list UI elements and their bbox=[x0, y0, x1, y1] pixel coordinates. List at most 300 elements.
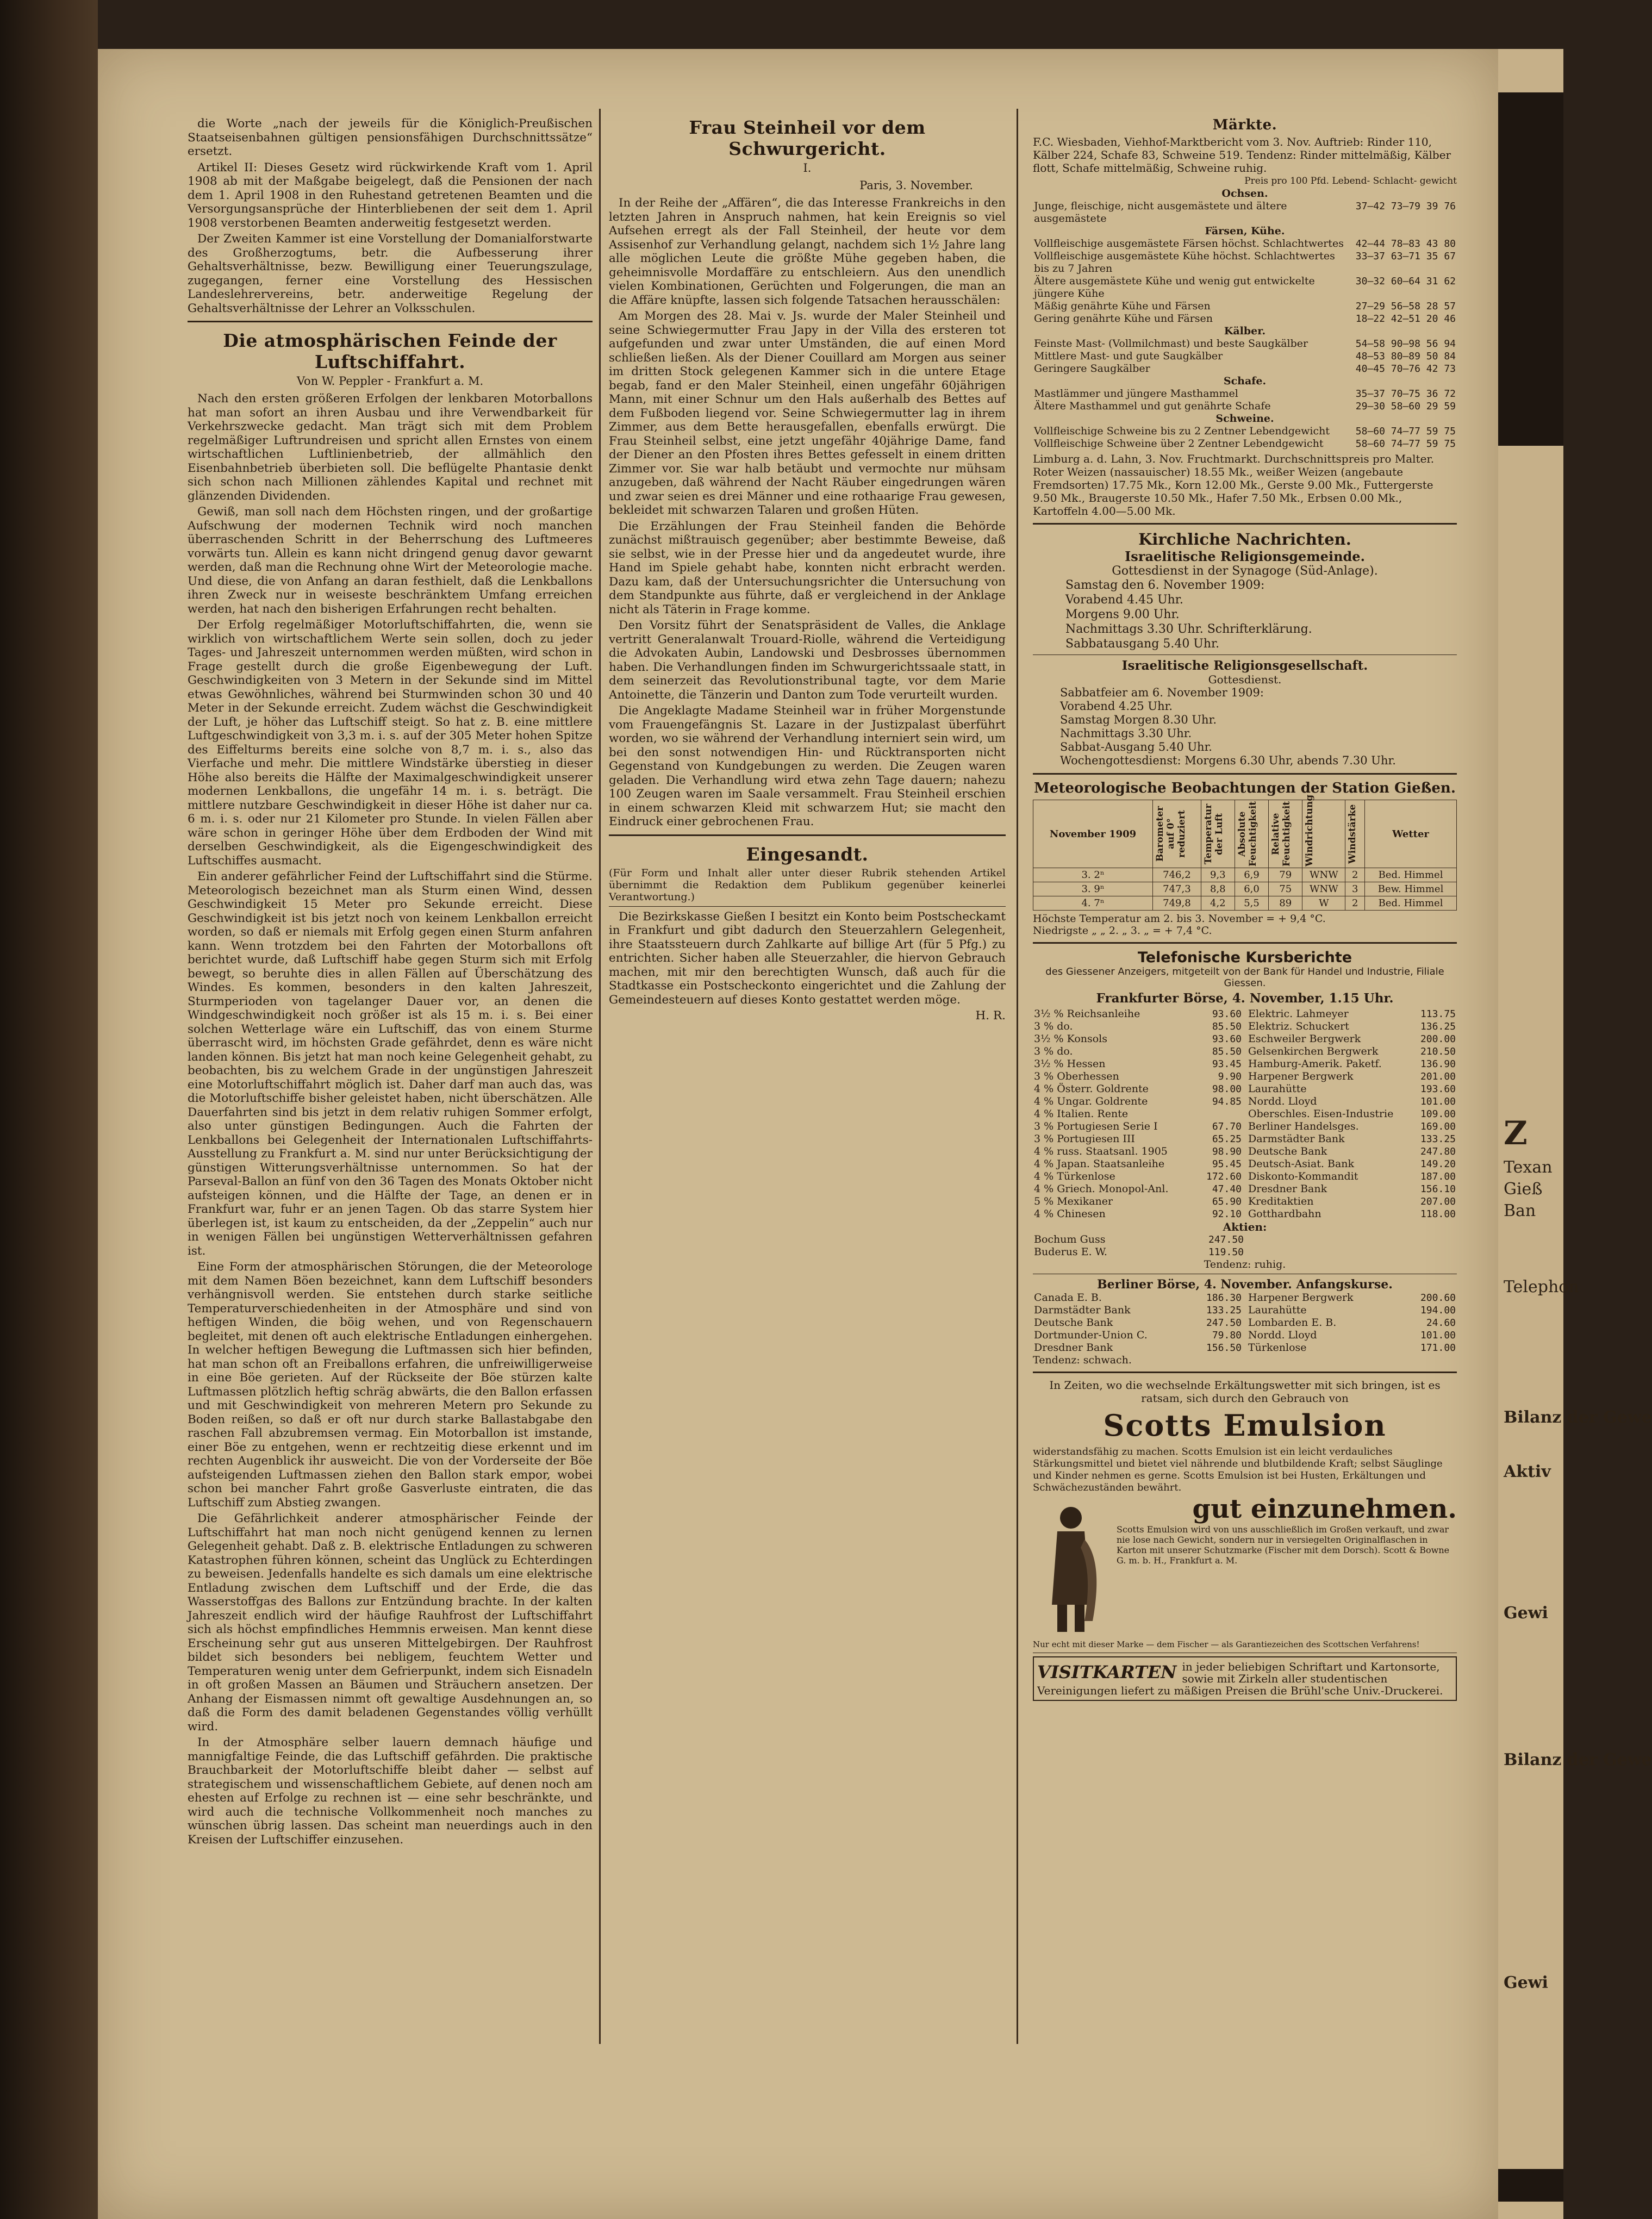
quote-row bbox=[1247, 1195, 1457, 1208]
meteo-cell: Bew. Himmel bbox=[1365, 882, 1457, 896]
quote-value: 93.60 bbox=[1212, 1008, 1242, 1020]
israel-gemeinde-sub: Gottesdienst in der Synagoge (Süd-Anlage). bbox=[1112, 564, 1378, 578]
quote-row bbox=[1247, 1058, 1457, 1070]
article-paragraph: Der Erfolg regelmäßiger Motorluftschiffahrten, die, wenn sie wirklich von wirtschaftlichem Werte sein sollen, doch zu jeder Tages- und Jahreszeit unternommen werden müßten, wird schon in Frage gestellt durch die große Eigenbewegung der Luft. Geschwindigkeiten von 3 Metern in der Sekunde sind im Mittel etwas Gewöhnliches, während bei Sturmwinden schon 30 und 40 Meter in der Sekunde erreicht. Zudem wächst die Geschwindigkeit der Luft, je höher das Luftschiff steigt. So hat z. B. eine mittlere Luftgeschwindigkeit von 3,3 m. i. s. auf der 305 Meter hohen Spitze des Eiffelturms bereits eine solche von 8,7 m. i. s., also das Vierfache und mehr. Die mittlere Windstärke überstieg in dieser Höhe also bereits die Hälfte der Maximalgeschwindigkeit unserer modernen Lenkballons, die ungefähr 14 m. i. s. beträgt. Die mittlere nutzbare Geschwindigkeit in dieser Höhe ist daher nur ca. 6 m. i. s. oder nur 21 Kilometer pro Stunde. In vielen Fällen aber wäre schon in geringer Höhe über dem Erdboden der Wind mit derselben Geschwindigkeit, als die Eigengeschwindigkeit des Luftschiffes ausmacht. bbox=[188, 618, 593, 868]
quote-row bbox=[1247, 1045, 1457, 1058]
meteo-cell: 6,0 bbox=[1235, 882, 1268, 896]
quote-name: Laurahütte bbox=[1248, 1304, 1307, 1316]
quote-name: Dresdner Bank bbox=[1034, 1342, 1113, 1354]
column-rule-1 bbox=[599, 109, 601, 2044]
israel-gemeinde-times bbox=[1033, 578, 1457, 651]
market-label: Geringere Saugkälber bbox=[1034, 363, 1150, 375]
quote-row bbox=[1247, 1070, 1457, 1083]
quote-row bbox=[1247, 1170, 1457, 1183]
market-values: 29—30 58—60 29 59 bbox=[1355, 401, 1456, 412]
article-paragraph: Gewiß, man soll nach dem Höchsten ringen, und der großartige Aufschwung der modernen Technik wird noch manchen überraschenden Schritt in der Beherrschung des Luftmeeres vorwärts tun. Allein es kann nicht dringend genug davor gewarnt werden, daß man die Rechnung ohne Wirt der Meteorologie mache. Und diese, die von Anfang an daran festhielt, daß die Lenkballons ihren Zweck nur in weiseste beschränktem Umfang erreichen werden, hat nach den bisherigen Erfahrungen recht behalten. bbox=[188, 505, 593, 616]
quote-value: 92.10 bbox=[1212, 1208, 1242, 1220]
market-values: 27—29 56—58 28 57 bbox=[1355, 301, 1456, 312]
eingesandt-title: Eingesandt. bbox=[746, 843, 869, 865]
quote-value: 186.30 bbox=[1206, 1292, 1242, 1304]
meteo-header: Absolute Feuchtigkeit bbox=[1235, 800, 1268, 868]
quote-name: Elektric. Lahmeyer bbox=[1248, 1008, 1349, 1020]
quote-value: 98.90 bbox=[1212, 1146, 1242, 1157]
quote-value: 133.25 bbox=[1420, 1133, 1456, 1145]
berlin-title: Berliner Börse, 4. November. Anfangskurse. bbox=[1097, 1277, 1393, 1292]
article-byline: Von W. Peppler - Frankfurt a. M. bbox=[296, 375, 484, 388]
israel-gemeinde-title: Israelitische Religionsgemeinde. bbox=[1125, 548, 1365, 564]
market-row bbox=[1033, 413, 1457, 425]
quote-name: 4 % Österr. Goldrente bbox=[1034, 1083, 1149, 1095]
article-paragraph: Die Erzählungen der Frau Steinheil fanden die Behörde zunächst mißtrauisch gegenüber; aber bestimmte Beweise, daß sie selbst, wie in der Presse hier und da angedeutet wurde, ihre Hand im Spiele gehabt habe, konnten nicht erbracht werden. Dazu kam, daß der Untersuchungsrichter die Untersuchung von dem Standpunkte aus führte, daß er vergleichend in der Anklage nicht als Täterin in Frage komme. bbox=[609, 519, 1006, 616]
meteo-table bbox=[1033, 794, 1457, 911]
market-row bbox=[1033, 350, 1457, 363]
quote-name: Diskonto-Kommandit bbox=[1248, 1170, 1358, 1182]
column-left bbox=[188, 117, 593, 2047]
market-values: 58—60 74—77 59 75 bbox=[1355, 438, 1456, 450]
quote-value: 156.10 bbox=[1420, 1183, 1456, 1195]
quote-value: 171.00 bbox=[1420, 1342, 1456, 1354]
quote-name: Dresdner Bank bbox=[1248, 1183, 1327, 1195]
meteo-cell: Bed. Himmel bbox=[1365, 896, 1457, 911]
intro-paragraph: Artikel II: Dieses Gesetz wird rückwirkende Kraft vom 1. April 1908 ab mit der Maßgabe beigelegt, daß die Pensionen der nach dem 1. April 1908 in den Ruhestand getretenen Beamten und die Versorgungsansprüche der Hinterbliebenen der seit dem 1. April 1908 verstorbenen Beamten anderweitig festgesetzt werden. bbox=[188, 160, 593, 230]
meteo-cell: 9,3 bbox=[1201, 868, 1235, 882]
quote-row bbox=[1247, 1342, 1457, 1354]
quote-row bbox=[1033, 1033, 1243, 1045]
frankfurt-right-table bbox=[1247, 1008, 1457, 1220]
divider bbox=[1033, 1372, 1457, 1373]
meteo-cell: 749,8 bbox=[1153, 896, 1201, 911]
market-values: 18—22 42—51 20 46 bbox=[1355, 313, 1456, 325]
article-paragraph: Ein anderer gefährlicher Feind der Luftschiffahrt sind die Stürme. Meteorologisch bezeichnet man als Sturm einen Wind, dessen Geschwindigkeit 15 Meter pro Sekunde erreicht. Diese Geschwindigkeit ist bis jetzt noch von keinem Lenkballon erreicht worden, so daß er niemals mit Erfolg gegen einen Sturm anfahren kann. Wenn trotzdem bei den Fahrten der Motorballons oft berichtet wurde, daß Luftschiff habe gegen Sturm sich mit Erfolg bewegt, so beruhte dies in allen Fällen auf Überschätzung des Windes. Es kommen, besonders in den kalten Jahreszeit, Sturmperioden von tagelanger Dauer vor, an denen die Windgeschwindigkeit noch größer ist als 15 m. i. s. Bei einer solchen Wetterlage wäre ein Luftschiff, das von einem Sturme überrascht wird, im höchsten Grade gefährdet, denn es wäre nicht landen können. Bis jetzt hat man noch keine Gelegenheit gehabt, zu beobachten, bis zu welchem Grade in der ungünstigen Jahreszeit eine Motorluftschiffahrt möglich ist. Daher darf man auch das, was die Motorluftschiffe bisher geleistet haben, nicht überschätzen. Alle Dauerfahrten sind bis jetzt in dem relativ ruhigen Sommer erfolgt, also unter günstigen Bedingungen. Auch die Fahrten der Lenkballons bei Gelegenheit der Internationalen Luftschiffahrts-Ausstellung zu Frankfurt a. M. sind nur unter Berücksichtigung der günstigen Witterungsverhältnisse unternommen. So hat der Parseval-Ballon an fünf von den 36 Tagen des Monats Oktober nicht aufsteigen können, und die Hälfte der Tage, an denen er in Frankfurt war, fuhr er an jenen Tagen. Ob das starre System hier überlegen ist, ist kaum zu entscheiden, da der „Zeppelin“ auch nur in wenigen Fällen bei ungünstigen Wetterverhältnissen gefahren ist. bbox=[188, 870, 593, 1258]
quote-row bbox=[1033, 1342, 1243, 1354]
bleed-text-2: Gieß bbox=[1504, 1180, 1543, 1199]
frankfurt-left-table bbox=[1033, 1008, 1243, 1220]
ad-fineprint: Scotts Emulsion wird von uns ausschließlich im Großen verkauft, und zwar nie lose nach Gewicht, sondern nur in versiegelten Originalflaschen in Karton mit unserer Schutzmarke (Fischer mit dem Dorsch). Scott & Bowne G. m. b. H., Frankfurt a. M. bbox=[1117, 1524, 1450, 1566]
meteo-header: Wetter bbox=[1365, 800, 1457, 868]
quote-name: Nordd. Lloyd bbox=[1248, 1095, 1317, 1107]
quote-row bbox=[1247, 1304, 1457, 1317]
quote-value: 93.45 bbox=[1212, 1058, 1242, 1070]
meteo-header: November 1909 bbox=[1033, 800, 1153, 868]
market-row bbox=[1033, 363, 1457, 375]
israel-gesellschaft-times bbox=[1033, 686, 1457, 768]
intro-paragraph: Der Zweiten Kammer ist eine Vorstellung der Domanialforstwarte des Großherzogtums, betr. die Aufbesserung ihrer Gehaltsverhältnisse, bezw. Bewilligung einer Teuerungszulage, zugegangen, ferner eine Vorstellung des Hessischen Landeslehrervereins, betr. anderweitige Regelung der Gehaltsverhältnisse der Lehrer an Volksschulen. bbox=[188, 232, 593, 315]
quote-row bbox=[1247, 1317, 1457, 1329]
quote-name: Eschweiler Bergwerk bbox=[1248, 1033, 1361, 1045]
berlin-quotes bbox=[1033, 1292, 1457, 1354]
divider bbox=[1033, 942, 1457, 944]
quote-name: Harpener Bergwerk bbox=[1248, 1070, 1354, 1082]
market-values: 48—53 80—89 50 84 bbox=[1355, 351, 1456, 362]
market-label: Ältere Masthammel und gut genährte Schafe bbox=[1034, 400, 1271, 412]
article-paragraph: Die Angeklagte Madame Steinheil war in früher Morgenstunde vom Frauengefängnis St. Lazare in der Justizpalast überführt worden, wo sie während der Verhandlung interniert sein wird, um bei den sonst notwendigen Hin- und Rücktransporten nicht Gegenstand von Kundgebungen zu werden. Die Zeugen waren geladen. Die Verhandlung wird etwa zehn Tage dauern; nahezu 100 Zeugen waren im Saale versammelt. Frau Steinheil erschien in einem schwarzen Kleid mit schwarzem Hut; sie macht den Eindruck einer gebrochenen Frau. bbox=[609, 704, 1006, 828]
quote-name: Gotthardbahn bbox=[1248, 1208, 1321, 1220]
meteo-cell: 4,2 bbox=[1201, 896, 1235, 911]
quote-name: 3 % Oberhessen bbox=[1034, 1070, 1119, 1082]
ad-slogan: gut einzunehmen. bbox=[1192, 1494, 1457, 1524]
quote-name: 4 % Chinesen bbox=[1034, 1208, 1106, 1220]
quote-name: Laurahütte bbox=[1248, 1083, 1307, 1095]
article-paragraph: Den Vorsitz führt der Senatspräsident de Valles, die Anklage vertritt Generalanwalt Trouard-Riolle, während die Verteidigung die Advokaten Aubin, Landowski und Desbrosses übernommen haben. Die Verhandlungen finden im Schwurgerichtssaale statt, in dem seinerzeit das Revolutionstribunal tagte, vor dem Marie Antoinette, die Tänzerin und Danton zum Tode verurteilt wurden. bbox=[609, 619, 1006, 702]
market-label: Vollfleischige Schweine bis zu 2 Zentner Lebendgewicht bbox=[1034, 425, 1330, 437]
service-line: Nachmittags 3.30 Uhr. Schrifterklärung. bbox=[1065, 622, 1312, 636]
market-label: Kälber. bbox=[1224, 325, 1266, 337]
divider bbox=[188, 321, 593, 322]
kirchliche-title: Kirchliche Nachrichten. bbox=[1138, 530, 1351, 548]
berlin-left-table bbox=[1033, 1292, 1243, 1354]
quote-name: 4 % Türkenlose bbox=[1034, 1170, 1115, 1182]
quote-value: 101.00 bbox=[1420, 1096, 1456, 1107]
quote-name: Harpener Bergwerk bbox=[1248, 1292, 1354, 1304]
ad-brand: Scotts Emulsion bbox=[1103, 1408, 1387, 1443]
quote-value: 94.85 bbox=[1212, 1096, 1242, 1107]
quote-name: 3½ % Konsols bbox=[1034, 1033, 1108, 1045]
market-values: 42—44 78—83 43 80 bbox=[1355, 238, 1456, 250]
market-row bbox=[1033, 438, 1457, 450]
quote-row bbox=[1247, 1183, 1457, 1195]
bleed-text-1: Texan bbox=[1504, 1158, 1553, 1177]
aktien-table bbox=[1033, 1233, 1245, 1258]
market-row bbox=[1033, 188, 1457, 200]
quote-value: 65.25 bbox=[1212, 1133, 1242, 1145]
quote-name: Lombarden E. B. bbox=[1248, 1317, 1337, 1329]
meteo-cell: 3. 9ⁿ bbox=[1033, 882, 1153, 896]
visitkarten-word: VISITKARTEN bbox=[1037, 1662, 1177, 1682]
quote-value: 65.90 bbox=[1212, 1196, 1242, 1207]
meteo-cell: W bbox=[1302, 896, 1345, 911]
article-dateline: Paris, 3. November. bbox=[859, 179, 973, 192]
quote-row bbox=[1033, 1170, 1243, 1183]
market-values: 37—42 73—79 39 76 bbox=[1355, 201, 1456, 212]
fisherman-with-cod-icon bbox=[1033, 1496, 1109, 1637]
maerkte-intro: F.C. Wiesbaden, Viehhof-Marktbericht vom 3. Nov. Auftrieb: Rinder 110, Kälber 224, Schafe 83, Schweine 519. Tendenz: Rinder mittelmäßig, Kälber flott, Schafe mittelmäßig, Schweine ruhig. bbox=[1033, 135, 1451, 174]
quote-name: 3 % do. bbox=[1034, 1045, 1073, 1057]
market-row bbox=[1033, 338, 1457, 350]
aktien-label: Aktien: bbox=[1223, 1220, 1267, 1233]
meteo-max: Höchste Temperatur am 2. bis 3. November = + 9,4 °C. bbox=[1033, 913, 1326, 925]
price-header: Preis pro 100 Pfd. Lebend- Schlacht- gewicht bbox=[1244, 176, 1457, 186]
quote-value: 67.70 bbox=[1212, 1121, 1242, 1132]
quote-name: 5 % Mexikaner bbox=[1034, 1195, 1113, 1207]
article-paragraph: Am Morgen des 28. Mai v. Js. wurde der Maler Steinheil und seine Schwiegermutter Frau Japy in der Villa des ersteren tot aufgefunden und zwar unter Umständen, die auf einen Mord schließen ließen. Als der Diener Couillard am Morgen aus seiner im dritten Stock gelegenen Kammer sich in die untere Etage begab, fand er den Maler Steinheil, einen ungefähr 60jährigen Mann, mit einer Schnur um den Hals außerhalb des Bettes auf dem Fußboden liegend vor. Seine Schwiegermutter lag in ihrem Zimmer, aus dem Bette herausgefallen, ebenfalls erwürgt. Die Frau Steinheil selbst, eine jetzt ungefähr 40jährige Dame, fand der Diener an den Pfosten ihres Bettes gefesselt in einem dritten Zimmer vor. Sie war halb betäubt und vermochte nur mühsam anzugeben, daß während der Nacht Räuber eingedrungen wären und zwar seien es drei Männer und eine rothaarige Frau gewesen, bekleidet mit schwarzen Talaren und großen Hüten. bbox=[609, 309, 1006, 517]
meteo-header: Windstärke bbox=[1345, 800, 1365, 868]
market-label: Feinste Mast- (Vollmilchmast) und beste Saugkälber bbox=[1034, 338, 1308, 350]
scan-left-edge bbox=[0, 0, 98, 2219]
article-title-luftschiffahrt: Die atmosphärischen Feinde der Luftschiffahrt. bbox=[223, 330, 557, 372]
berlin-right-table bbox=[1247, 1292, 1457, 1354]
service-line: Morgens 9.00 Uhr. bbox=[1065, 608, 1180, 621]
market-table bbox=[1033, 188, 1457, 450]
quote-row bbox=[1247, 1095, 1457, 1108]
quote-name: Elektriz. Schuckert bbox=[1248, 1020, 1349, 1032]
quote-value: 210.50 bbox=[1420, 1046, 1456, 1057]
quote-name: 4 % Japan. Staatsanleihe bbox=[1034, 1158, 1165, 1170]
quote-value: 172.60 bbox=[1206, 1171, 1242, 1182]
quote-name: 4 % russ. Staatsanl. 1905 bbox=[1034, 1145, 1168, 1157]
quote-value: 101.00 bbox=[1420, 1330, 1456, 1341]
quote-name: 3 % Portugiesen Serie I bbox=[1034, 1120, 1158, 1132]
kurs-title: Telefonische Kursberichte bbox=[1137, 949, 1352, 966]
quote-value: 85.50 bbox=[1212, 1046, 1242, 1057]
meteo-cell: 2 bbox=[1345, 868, 1365, 882]
quote-row bbox=[1033, 1008, 1243, 1020]
article-paragraph: Nach den ersten größeren Erfolgen der lenkbaren Motorballons hat man sofort an ihren Ausbau und ihre Verwendbarkeit für Verkehrszwecke gedacht. Man trägt sich mit dem Problem regelmäßiger Luftrundreisen und spricht allen Ernstes von einem wirtschaftlichen Luftlinienbetrieb, der allmählich den Eisenbahnbetrieb überbieten soll. Die beflügelte Phantasie denkt sich schon nach Millionen zählendes Kapital und rechnet mit glänzenden Dividenden. bbox=[188, 392, 593, 503]
quote-row bbox=[1033, 1083, 1243, 1095]
ad-body: widerstandsfähig zu machen. Scotts Emulsion ist ein leicht verdauliches Stärkungsmittel und bietet viel nährende und blutbildende Kraft; selbst Säuglinge und Kinder nehmen es gerne. Scotts Emulsion ist bei Husten, Erkältungen und Schwächezuständen bewährt. bbox=[1033, 1446, 1443, 1493]
quote-row bbox=[1033, 1329, 1243, 1342]
quote-value: 156.50 bbox=[1206, 1342, 1242, 1354]
column-right bbox=[1033, 117, 1457, 2030]
quote-name: 3 % do. bbox=[1034, 1020, 1073, 1032]
meteo-cell: 8,8 bbox=[1201, 882, 1235, 896]
service-line: Sabbatausgang 5.40 Uhr. bbox=[1065, 637, 1220, 651]
quote-value: 200.60 bbox=[1420, 1292, 1456, 1304]
quote-name: Buderus E. W. bbox=[1034, 1246, 1107, 1258]
quote-row bbox=[1033, 1108, 1243, 1120]
quote-value: 169.00 bbox=[1420, 1121, 1456, 1132]
bleed-text-3: Ban bbox=[1504, 1201, 1536, 1220]
market-values: 35—37 70—75 36 72 bbox=[1355, 388, 1456, 400]
ad-caption: Nur echt mit dieser Marke — dem Fischer — als Garantiezeichen des Scottschen Verfahrens! bbox=[1033, 1640, 1420, 1649]
eingesandt-signature: H. R. bbox=[975, 1009, 1006, 1023]
meteo-cell: 6,9 bbox=[1235, 868, 1268, 882]
quote-value: 193.60 bbox=[1420, 1083, 1456, 1095]
meteo-cell: 79 bbox=[1269, 868, 1302, 882]
quote-row bbox=[1033, 1183, 1243, 1195]
quote-row bbox=[1033, 1233, 1245, 1246]
quote-name: Nordd. Lloyd bbox=[1248, 1329, 1317, 1341]
quote-value: 133.25 bbox=[1206, 1305, 1242, 1316]
israel-gesellschaft-sub: Gottesdienst. bbox=[1208, 673, 1282, 686]
quote-value: 149.20 bbox=[1420, 1158, 1456, 1170]
service-line: Samstag Morgen 8.30 Uhr. bbox=[1060, 713, 1217, 726]
market-values: 58—60 74—77 59 75 bbox=[1355, 426, 1456, 437]
divider bbox=[1033, 773, 1457, 775]
quote-row bbox=[1247, 1020, 1457, 1033]
quote-value: 119.50 bbox=[1208, 1246, 1244, 1258]
meteo-row bbox=[1033, 896, 1457, 911]
meteo-row bbox=[1033, 868, 1457, 882]
quote-row bbox=[1033, 1095, 1243, 1108]
visitkarten-text: in jeder beliebigen Schriftart und Kartonsorte, sowie mit Zirkeln aller studentischen Vereinigungen liefert zu mäßigen Preisen die Brühl'sche Univ.-Druckerei. bbox=[1037, 1660, 1443, 1697]
scotts-advertisement bbox=[1033, 1379, 1457, 1649]
quote-value: 113.75 bbox=[1420, 1008, 1456, 1020]
article-title-steinheil: Frau Steinheil vor dem Schwurgericht. bbox=[689, 117, 926, 159]
quote-row bbox=[1033, 1120, 1243, 1133]
quote-value: 47.40 bbox=[1212, 1183, 1242, 1195]
market-row bbox=[1033, 200, 1457, 225]
market-row bbox=[1033, 375, 1457, 388]
market-label: Färsen, Kühe. bbox=[1205, 225, 1285, 237]
quote-name: Deutsche Bank bbox=[1034, 1317, 1113, 1329]
meteo-cell: WNW bbox=[1302, 868, 1345, 882]
bleed-text-0: Z bbox=[1504, 1114, 1528, 1152]
meteo-cell: 4. 7ⁿ bbox=[1033, 896, 1153, 911]
quote-value: 207.00 bbox=[1420, 1196, 1456, 1207]
market-row bbox=[1033, 275, 1457, 300]
quote-name: 3½ % Reichsanleihe bbox=[1034, 1008, 1140, 1020]
quote-value: 247.80 bbox=[1420, 1146, 1456, 1157]
quote-value: 200.00 bbox=[1420, 1033, 1456, 1045]
market-label: Schafe. bbox=[1223, 375, 1267, 387]
article-paragraph: Die Gefährlichkeit anderer atmosphärischer Feinde der Luftschiffahrt hat man noch nicht genügend kennen zu lernen Gelegenheit gehabt. Daß z. B. elektrische Entladungen zu schweren Katastrophen führen können, scheint das Unglück zu Echterdingen zu beweisen. Jedenfalls handelte es sich damals um eine elektrische Entladung zwischen dem Luftschiff und der Erde, die das Wasserstoffgas des Ballons zur Entzündung brachte. In der kalten Jahreszeit endlich wird der häufige Rauhfrost der Luftschiffahrt sich als höchst empfindliches Hemmnis erweisen. Man kennt diese Erscheinung sehr gut aus unseren Mittelgebirgen. Der Rauhfrost bildet sich besonders bei nebligem, feuchtem Wetter und Temperaturen wenig unter dem Gefrierpunkt, indem sich Eisnadeln in oft großen Massen an Bäumen und Sträuchern ansetzen. Der Anhang der Eismassen nimmt oft gewaltige Ausdehnungen an, so daß die Form des damit beladenen Gegenstandes völlig verhüllt wird. bbox=[188, 1512, 593, 1734]
market-label: Vollfleischige Schweine über 2 Zentner Lebendgewicht bbox=[1034, 438, 1324, 450]
meteo-row bbox=[1033, 882, 1457, 896]
quote-name: Canada E. B. bbox=[1034, 1292, 1102, 1304]
article-paragraph: Eine Form der atmosphärischen Störungen, die der Meteorologe mit dem Namen Böen bezeichnet, kann dem Luftschiff besonders verhängnisvoll werden. Sie entstehen durch starke seitliche Temperaturverschiedenheiten in der Atmosphäre und sind von heftigen Winden, die böig wehen, und von Regenschauern begleitet, mit denen oft auch elektrische Entladungen einhergehen. In welcher heftigen Bewegung die Luftmassen sich hier befinden, hat man schon oft an Freiballons erfahren, die unfreiwilligerweise in eine Böe gerieten. Auf der Rückseite der Böe stürzen kalte Luftmassen plötzlich heftig schräg abwärts, die den Ballon erfassen und mit Geschwindigkeit von mehreren Metern pro Sekunde zu Boden reißen, so daß er oft nur durch starke Ballastabgabe den raschen Fall abzubremsen vermag. Ein Motorballon ist imstande, einer Böe zu entgehen, wenn er rechtzeitig diese erkennt und im rechten Augenblick ihr ausweicht. Die von der Vorderseite der Böe aufsteigenden Luftmassen ziehen den Ballon stark empor, wobei schon bei mancher Fahrt große Gasverluste eintraten, die das Luftschiff zum Abstieg zwangen. bbox=[188, 1260, 593, 1510]
quote-value: 93.60 bbox=[1212, 1033, 1242, 1045]
meteo-cell: 3 bbox=[1345, 882, 1365, 896]
market-row bbox=[1033, 313, 1457, 325]
quote-name: Dortmunder-Union C. bbox=[1034, 1329, 1148, 1341]
quote-name: 4 % Ungar. Goldrente bbox=[1034, 1095, 1148, 1107]
quote-row bbox=[1033, 1158, 1243, 1170]
quote-name: Darmstädter Bank bbox=[1248, 1133, 1345, 1145]
quote-row bbox=[1033, 1020, 1243, 1033]
quote-row bbox=[1033, 1145, 1243, 1158]
eingesandt-text: Die Bezirkskasse Gießen I besitzt ein Konto beim Postscheckamt in Frankfurt und gibt dadurch den Steuerzahlern Gelegenheit, ihre Staatssteuern durch Zahlkarte auf billige Art (für 5 Pfg.) zu entrichten. Sicher haben alle Steuerzahler, die hiervon Gebrauch machen, mit mir den berechtigten Wunsch, daß auch für die Stadtkasse ein Postscheckonto eingerichtet und die Zahlung der Gemeindesteuern auf dieses Konto gestattet werden möge. bbox=[609, 909, 1006, 1007]
market-row bbox=[1033, 300, 1457, 313]
quote-name: Hamburg-Amerik. Paketf. bbox=[1248, 1058, 1382, 1070]
quote-value: 109.00 bbox=[1420, 1108, 1456, 1120]
quote-row bbox=[1247, 1329, 1457, 1342]
column-rule-2 bbox=[1017, 109, 1018, 2044]
service-line: Vorabend 4.25 Uhr. bbox=[1060, 700, 1173, 713]
quote-name: Darmstädter Bank bbox=[1034, 1304, 1131, 1316]
maerkte-title: Märkte. bbox=[1212, 117, 1277, 133]
israel-gesellschaft-title: Israelitische Religionsgesellschaft. bbox=[1121, 658, 1368, 673]
meteo-header: Temperatur der Luft bbox=[1201, 800, 1235, 868]
tendenz-berlin: Tendenz: schwach. bbox=[1033, 1354, 1132, 1366]
article-section-number: I. bbox=[803, 161, 812, 174]
quote-value: 187.00 bbox=[1420, 1171, 1456, 1182]
market-values: 33—37 63—71 35 67 bbox=[1355, 251, 1456, 262]
adjacent-page-edge bbox=[1498, 49, 1652, 2219]
quote-row bbox=[1033, 1070, 1243, 1083]
bleed-text-6: Aktiv bbox=[1504, 1462, 1551, 1481]
frankfurt-quotes bbox=[1033, 1008, 1457, 1220]
meteo-cell: 746,2 bbox=[1153, 868, 1201, 882]
quote-name: Bochum Guss bbox=[1034, 1233, 1106, 1245]
quote-row bbox=[1033, 1045, 1243, 1058]
bleed-text-5: Bilanz der Gewe bbox=[1504, 1408, 1652, 1427]
divider bbox=[609, 834, 1006, 836]
market-label: Mastlämmer und jüngere Masthammel bbox=[1034, 388, 1238, 400]
service-line: Sabbatfeier am 6. November 1909: bbox=[1060, 686, 1264, 699]
meteo-cell: 89 bbox=[1269, 896, 1302, 911]
market-values: 40—45 70—76 42 73 bbox=[1355, 363, 1456, 375]
meteo-cell: 3. 2ⁿ bbox=[1033, 868, 1153, 882]
quote-row bbox=[1033, 1317, 1243, 1329]
divider bbox=[609, 906, 1006, 907]
market-label: Gering genährte Kühe und Färsen bbox=[1034, 313, 1213, 325]
quote-value: 247.50 bbox=[1206, 1317, 1242, 1329]
article-paragraph: In der Reihe der „Affären“, die das Interesse Frankreichs in den letzten Jahren in Anspruch nahmen, hat kein Ereignis so viel Aufsehen erregt als der Fall Steinheil, der heute vor dem Assisenhof zur Verhandlung gelangt, nachdem sich 1½ Jahre lang alle möglichen Leute die größte Mühe gegeben haben, die geheimnisvolle Mordaffäre zu entschleiern. Aus den unendlich vielen Kombinationen, Gerüchten und Folgerungen, die man an die Affäre knüpfte, lassen sich folgende Tatsachen herausschälen: bbox=[609, 196, 1006, 307]
quote-value: 95.45 bbox=[1212, 1158, 1242, 1170]
quote-row bbox=[1033, 1246, 1245, 1258]
quote-row bbox=[1033, 1208, 1243, 1220]
bleed-text-4: Telephon bbox=[1504, 1277, 1579, 1297]
visitkarten-advertisement bbox=[1033, 1656, 1457, 1701]
divider bbox=[1033, 523, 1457, 525]
market-row bbox=[1033, 238, 1457, 250]
quote-value bbox=[1198, 1108, 1243, 1120]
quote-name: Gelsenkirchen Bergwerk bbox=[1248, 1045, 1379, 1057]
quote-row bbox=[1247, 1008, 1457, 1020]
quote-name: 3½ % Hessen bbox=[1034, 1058, 1106, 1070]
meteo-header: Relative Feuchtigkeit bbox=[1269, 800, 1302, 868]
market-row bbox=[1033, 400, 1457, 413]
quote-row bbox=[1033, 1133, 1243, 1145]
market-values: 54—58 90—98 56 94 bbox=[1355, 338, 1456, 350]
market-label: Schweine. bbox=[1215, 413, 1274, 425]
quote-value: 24.60 bbox=[1426, 1317, 1456, 1329]
quote-row bbox=[1247, 1158, 1457, 1170]
quote-value: 85.50 bbox=[1212, 1021, 1242, 1032]
market-label: Vollfleischige ausgemästete Kühe höchst. Schlachtwertes bis zu 7 Jahren bbox=[1034, 250, 1335, 275]
quote-name: Türkenlose bbox=[1248, 1342, 1307, 1354]
quote-value: 118.00 bbox=[1420, 1208, 1456, 1220]
service-line: Wochengottesdienst: Morgens 6.30 Uhr, abends 7.30 Uhr. bbox=[1060, 754, 1396, 767]
meteo-header: Barometer auf 0° reduziert bbox=[1153, 800, 1201, 868]
market-row bbox=[1033, 225, 1457, 238]
quote-row bbox=[1033, 1292, 1243, 1304]
intro-paragraph: die Worte „nach der jeweils für die Königlich-Preußischen Staatseisenbahnen gültigen pensionsfähigen Durchschnittssätze“ ersetzt. bbox=[188, 117, 593, 158]
market-label: Mäßig genährte Kühe und Färsen bbox=[1034, 300, 1211, 312]
market-values: 30—32 60—64 31 62 bbox=[1355, 276, 1456, 287]
quote-name: Kreditaktien bbox=[1248, 1195, 1314, 1207]
quote-value: 136.90 bbox=[1420, 1058, 1456, 1070]
meteo-cell: WNW bbox=[1302, 882, 1345, 896]
market-label: Junge, fleischige, nicht ausgemästete und ältere ausgemästete bbox=[1034, 200, 1287, 225]
meteo-cell: Bed. Himmel bbox=[1365, 868, 1457, 882]
market-row bbox=[1033, 250, 1457, 275]
quote-row bbox=[1033, 1304, 1243, 1317]
quote-row bbox=[1247, 1208, 1457, 1220]
quote-value: 136.25 bbox=[1420, 1021, 1456, 1032]
quote-name: Deutsch-Asiat. Bank bbox=[1248, 1158, 1355, 1170]
bleed-text-8: Bilanz der Gewe bbox=[1504, 1750, 1652, 1769]
meteo-min: Niedrigste „ „ 2. „ 3. „ = + 7,4 °C. bbox=[1033, 925, 1212, 937]
tendenz-frankfurt: Tendenz: ruhig. bbox=[1204, 1258, 1286, 1270]
service-line: Samstag den 6. November 1909: bbox=[1065, 578, 1265, 592]
market-label: Vollfleischige ausgemästete Färsen höchst. Schlachtwertes bbox=[1034, 238, 1344, 250]
quote-value: 9.90 bbox=[1218, 1071, 1242, 1082]
meteo-cell: 2 bbox=[1345, 896, 1365, 911]
quote-row bbox=[1247, 1292, 1457, 1304]
quote-name: Deutsche Bank bbox=[1248, 1145, 1327, 1157]
bleed-text-7: Gewi bbox=[1504, 1604, 1548, 1623]
market-label: Ältere ausgemästete Kühe und wenig gut entwickelte jüngere Kühe bbox=[1034, 275, 1315, 300]
meteo-cell: 747,3 bbox=[1153, 882, 1201, 896]
ad-intro: In Zeiten, wo die wechselnde Erkältungswetter mit sich bringen, ist es ratsam, sich durch den Gebrauch von bbox=[1049, 1379, 1441, 1405]
quote-row bbox=[1033, 1058, 1243, 1070]
column-middle bbox=[609, 117, 1006, 2074]
service-line: Nachmittags 3.30 Uhr. bbox=[1060, 727, 1192, 740]
quote-value: 247.50 bbox=[1208, 1234, 1244, 1245]
market-label: Ochsen. bbox=[1221, 188, 1268, 200]
meteo-header: Windrichtung bbox=[1302, 800, 1345, 868]
quote-row bbox=[1247, 1033, 1457, 1045]
limburg-report: Limburg a. d. Lahn, 3. Nov. Fruchtmarkt. Durchschnittspreis pro Malter. Roter Weizen (nassauischer) 18.55 Mk., weißer Weizen (angebaute Fremdsorten) 17.75 Mk., Korn 12.00 Mk., Gerste 9.00 Mk., Futtergerste 9.50 Mk., Braugerste 10.50 Mk., Hafer 7.50 Mk., Erbsen 0.00 Mk., Kartoffeln 4.00—5.00 Mk. bbox=[1033, 452, 1435, 518]
market-row bbox=[1033, 425, 1457, 438]
quote-row bbox=[1247, 1083, 1457, 1095]
quote-value: 98.00 bbox=[1212, 1083, 1242, 1095]
quote-row bbox=[1247, 1133, 1457, 1145]
quote-name: Oberschles. Eisen-Industrie bbox=[1248, 1108, 1394, 1120]
eingesandt-disclaimer: (Für Form und Inhalt aller unter dieser Rubrik stehenden Artikel übernimmt die Redaktion dem Publikum gegenüber keinerlei Verantwortung.) bbox=[609, 867, 1006, 903]
article-paragraph: In der Atmosphäre selber lauern demnach häufige und mannigfaltige Feinde, die das Luftschiff gefährden. Die praktische Brauchbarkeit der Motorluftschiffe bleibt daher — selbst auf strategischem und wissenschaftlichem Gebiete, auf denen noch am ehesten auf Erfolge zu rechnen ist — eine sehr beschränkte, und wird auch die technische Vollkommenheit noch manches zu wünschen übrig lassen. Das scheint man neuerdings auch in den Kreisen der Luftschiffer einzusehen. bbox=[188, 1736, 593, 1847]
